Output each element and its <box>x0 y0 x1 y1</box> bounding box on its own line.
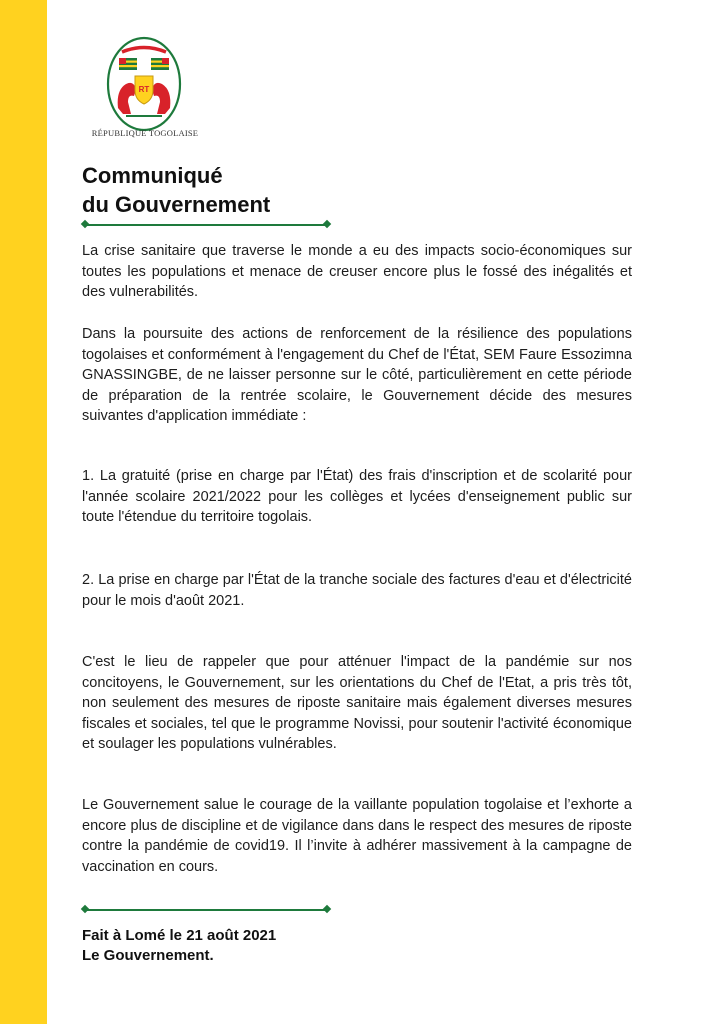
signature-divider <box>85 909 327 911</box>
paragraph-text: 2. La prise en charge par l'État de la tranche sociale des factures d'eau et d'électricité pour le mois d'août 2021. <box>82 572 632 609</box>
paragraph-text: Dans la poursuite des actions de renforcement de la résilience des populations togolaises et conformément à l'engagement du Chef de l'État, SEM Faure Essozimna GNASSINGBE, de ne laisser personne sur le côté, particulièrement en cette période de préparation de la rentrée scolaire, le Gouvernement décide des mesures suivantes d'application immédiate : <box>82 326 632 424</box>
paragraph-text: Le Gouvernement salue le courage de la vaillante population togolaise et l’exhorte a encore plus de discipline et de vigilance dans dans le respect des mesures de riposte contre la pandémie de covid19. Il l’invite à adhérer massivement à la campagne de vaccination en cours. <box>82 797 632 875</box>
page-title <box>82 161 270 219</box>
coat-of-arms-emblem <box>104 34 184 134</box>
signature-block <box>82 926 276 966</box>
measure-item-2 <box>82 570 632 611</box>
paragraph-measures-intro <box>82 324 632 427</box>
side-stripe <box>0 0 47 1024</box>
paragraph-text: 1. La gratuité (prise en charge par l'État) des frais d'inscription et de scolarité pour l'année scolaire 2021/2022 pour les collèges et lycées d'enseignement public sur toute l'étendue du territoire togolais. <box>82 468 632 525</box>
signature-signatory: Le Gouvernement. <box>82 947 214 964</box>
title-divider <box>85 224 327 226</box>
measure-item-1 <box>82 466 632 528</box>
title-line-2: du Gouvernement <box>82 192 271 217</box>
paragraph-intro <box>82 241 632 303</box>
signature-place-date: Fait à Lomé le 21 août 2021 <box>82 927 277 944</box>
paragraph-reminder <box>82 652 632 755</box>
title-line-1: Communiqué <box>82 163 223 188</box>
svg-text:RT: RT <box>138 85 150 94</box>
paragraph-text: C'est le lieu de rappeler que pour atténuer l'impact de la pandémie sur nos concitoyens, le Gouvernement, sur les orientations du Chef de l'Etat, a pris très tôt, non seulement des mesures de riposte sanitaire mais également diverses mesures fiscales et sociales, tel que le programme Novissi, pour soutenir l'activité économique et soulager les populations vulnérables. <box>82 654 632 752</box>
paragraph-text: La crise sanitaire que traverse le monde a eu des impacts socio-économiques sur toutes les populations et menace de creuser encore plus le fossé des inégalités et des vulnerabilités. <box>82 243 632 300</box>
paragraph-closing <box>82 795 632 877</box>
republic-label: RÉPUBLIQUE TOGOLAISE <box>91 128 199 138</box>
